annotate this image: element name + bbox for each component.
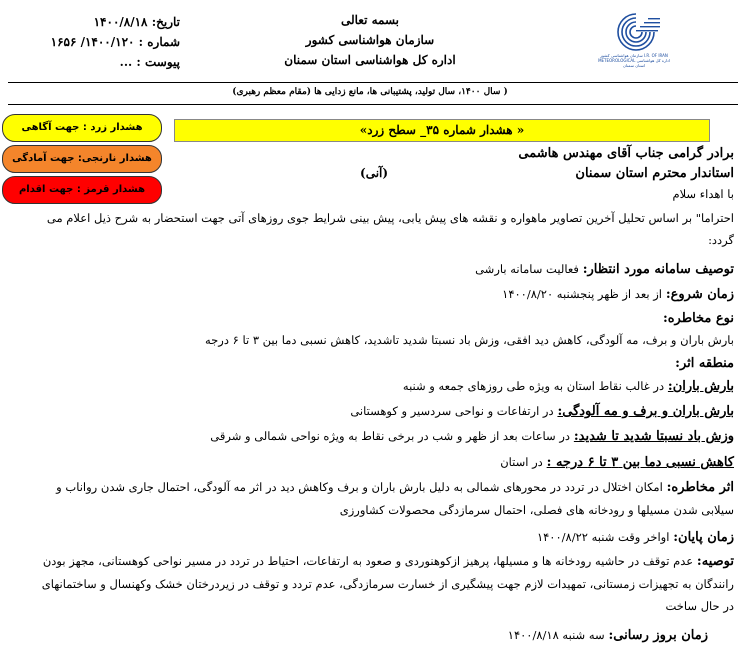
- year-slogan: ( سال ۱۴۰۰، سال تولید، پشتیبانی ها، مانع زدایی ها (مقام معظم رهبری): [232, 87, 508, 97]
- recipient-line-1: برادر گرامی جناب آقای مهندس هاشمی: [518, 146, 734, 161]
- effect-value: امکان اختلال در تردد در محورهای شمالی به دلیل بارش باران و برف وکاهش دید در اثر مه آلودگی، احتمال جاری شدن رواناب و سیلابی شدن مسیلها و رودخانه های فصلی، احتمال سرمازدگی محصولات کشاورزی: [56, 480, 734, 517]
- advice-label: توصیه:: [696, 554, 734, 569]
- intro-paragraph: احتراما" بر اساس تحلیل آخرین تصاویر ماهواره و نقشه های پیش یابی، پیش بینی شرایط جوی روزهای آتی جهت استحضار به شرح ذیل اعلام می گردد:: [46, 211, 734, 247]
- update-label: زمان بروز رسانی:: [608, 628, 708, 643]
- snow-label: بارش باران و برف و مه آلودگی:: [557, 404, 734, 419]
- effect-label: اثر مخاطره:: [666, 480, 734, 495]
- rain-label: بارش باران:: [667, 379, 734, 394]
- header-divider: [8, 82, 738, 83]
- advice-row: [34, 550, 734, 617]
- slogan-divider: [8, 104, 738, 105]
- urgency-note: (آنی): [360, 166, 389, 180]
- wind-value: در ساعات بعد از ظهر و شب در برخی نقاط به ویژه نواحی شمالی و شرقی: [210, 429, 571, 443]
- end-row: [34, 526, 734, 549]
- rain-row: [34, 375, 734, 398]
- temperature-row: [34, 451, 734, 474]
- logo-caption: سازمان هواشناسی کشور I.R. OF IRAN METEOROLOGICAL اداره کل هواشناسی استان سمنان: [598, 53, 670, 68]
- update-row: [8, 624, 708, 647]
- date-label: تاریخ:: [151, 15, 180, 29]
- update-value: سه شنبه ۱۴۰۰/۸/۱۸: [507, 628, 605, 642]
- recipient-line-2: استاندار محترم استان سمنان: [575, 166, 734, 181]
- effect-row: [34, 476, 734, 521]
- number-label: شماره :: [138, 35, 180, 49]
- temperature-value: در استان: [500, 455, 543, 469]
- attachment-row: [20, 52, 180, 72]
- hazard-type-value: بارش باران و برف، مه آلودگی، کاهش دید افقی، وزش باد نسبتا شدید تاشدید، کاهش نسبی دما بین ۳ تا ۶ درجه: [205, 333, 734, 347]
- temperature-label: کاهش نسبی دما بین ۳ تا ۶ درجه :: [546, 455, 734, 470]
- meteorological-logo-icon: [592, 10, 672, 54]
- organization-name: سازمان هواشناسی کشور: [305, 33, 435, 47]
- end-value: اواخر وقت شنبه ۱۴۰۰/۸/۲۲: [536, 530, 670, 544]
- greeting: با اهداء سلام: [672, 187, 734, 201]
- region-label: منطقه اثر:: [675, 356, 734, 371]
- letterhead: [250, 10, 490, 70]
- end-label: زمان پایان:: [673, 530, 734, 545]
- start-label: زمان شروع:: [665, 287, 734, 302]
- wind-row: [34, 425, 734, 448]
- number-row: [20, 32, 180, 52]
- snow-row: [34, 400, 734, 423]
- letter-meta: [20, 12, 180, 72]
- attachment-label: پیوست :: [136, 55, 180, 69]
- snow-value: در ارتفاعات و نواحی سردسیر و کوهستانی: [350, 404, 554, 418]
- advice-value: عدم توقف در حاشیه رودخانه ها و مسیلها، پرهیز ازکوهنوردی و صعود به ارتفاعات، احتیاط در تردد در مسیر نواحی کوهستانی، مجهز بودن رانندگان به تجهیزات زمستانی، تمهیدات لازم جهت پیشگیری از خسارت سرمازدگی، عدم تردد و توقف در زیردرختان خشک وکهنسال و ساختمانهای در حال ساخت: [41, 554, 734, 613]
- start-row: [34, 283, 734, 306]
- department-name: اداره کل هواشناسی استان سمنان: [284, 53, 456, 67]
- date-row: [20, 12, 180, 32]
- number-value: ۱۴۰۰/۱۲۰/ ۱۶۵۶: [50, 35, 135, 49]
- hazard-type-label: نوع مخاطره:: [662, 311, 734, 326]
- system-value: فعالیت سامانه بارشی: [475, 262, 579, 276]
- red-alert-badge: هشدار قرمز : جهت اقدام: [2, 176, 162, 204]
- rain-value: در غالب نقاط استان به ویژه طی روزهای جمعه و شنبه: [402, 379, 665, 393]
- system-row: [34, 258, 734, 281]
- orange-alert-badge: هشدار نارنجی: جهت آمادگی: [2, 145, 162, 173]
- warning-title: « هشدار شماره ۳۵_ سطح زرد»: [174, 119, 710, 142]
- bismillah: بسمه تعالی: [340, 13, 400, 27]
- date-value: ۱۴۰۰/۸/۱۸: [93, 15, 148, 29]
- yellow-alert-badge: هشدار زرد : جهت آگاهی: [2, 114, 162, 142]
- start-value: از بعد از ظهر پنجشنبه ۱۴۰۰/۸/۲۰: [502, 287, 662, 301]
- wind-label: وزش باد نسبتا شدید تا شدید:: [573, 429, 734, 444]
- attachment-value: ...: [119, 55, 133, 69]
- system-label: توصیف سامانه مورد انتظار:: [582, 262, 734, 277]
